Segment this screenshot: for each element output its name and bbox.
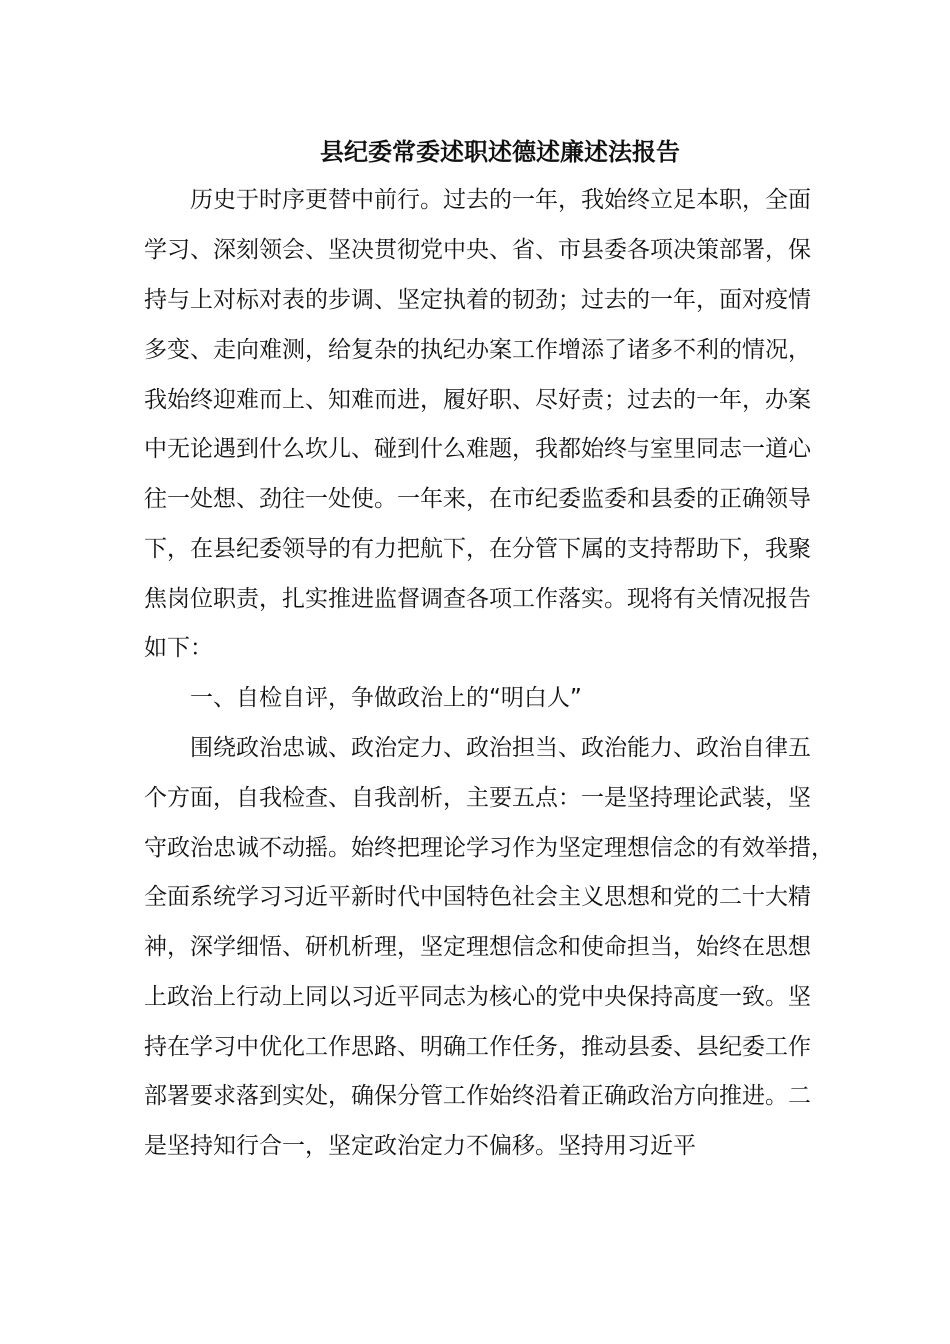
- paragraph-line: 是坚持知行合一，坚定政治定力不偏移。坚持用习近平: [144, 1133, 696, 1159]
- paragraph-line: 如下：: [144, 635, 213, 661]
- paragraph-line: 全面系统学习习近平新时代中国特色社会主义思想和党的二十大精: [144, 884, 811, 910]
- paragraph-line: 个方面，自我检查、自我剖析，主要五点：一是坚持理论武装，坚: [144, 785, 811, 811]
- paragraph-line: 下，在县纪委领导的有力把航下，在分管下属的支持帮助下，我聚: [144, 536, 811, 562]
- paragraph-line: 持在学习中优化工作思路、明确工作任务，推动县委、县纪委工作: [144, 1034, 811, 1060]
- paragraph-line: 焦岗位职责，扎实推进监督调查各项工作落实。现将有关情况报告: [144, 586, 811, 612]
- paragraph-line: 部署要求落到实处，确保分管工作始终沿着正确政治方向推进。二: [144, 1083, 811, 1109]
- paragraph-line: 学习、深刻领会、坚决贯彻党中央、省、市县委各项决策部署，保: [144, 237, 811, 263]
- document-title: 县纪委常委述职述德述廉述法报告: [320, 138, 680, 166]
- paragraph-line: 神，深学细悟、研机析理，坚定理想信念和使命担当，始终在思想: [144, 934, 811, 960]
- paragraph-line: 中无论遇到什么坎儿、碰到什么难题，我都始终与室里同志一道心: [144, 436, 811, 462]
- paragraph-line: 上政治上行动上同以习近平同志为核心的党中央保持高度一致。坚: [144, 984, 811, 1010]
- paragraph-line: 历史于时序更替中前行。过去的一年，我始终立足本职，全面: [190, 187, 811, 213]
- paragraph-line: 守政治忠诚不动摇。始终把理论学习作为坚定理想信念的有效举措，: [144, 835, 834, 861]
- paragraph-line: 多变、走向难测，给复杂的执纪办案工作增添了诸多不利的情况，: [144, 337, 811, 363]
- paragraph-line: 持与上对标对表的步调、坚定执着的韧劲；过去的一年，面对疫情: [144, 287, 811, 313]
- paragraph-line: 往一处想、劲往一处使。一年来，在市纪委监委和县委的正确领导: [144, 486, 811, 512]
- paragraph-line: 我始终迎难而上、知难而进，履好职、尽好责；过去的一年，办案: [144, 387, 811, 413]
- paragraph-line: 围绕政治忠诚、政治定力、政治担当、政治能力、政治自律五: [190, 735, 811, 761]
- section-heading: 一、自检自评，争做政治上的“明白人”: [190, 685, 582, 711]
